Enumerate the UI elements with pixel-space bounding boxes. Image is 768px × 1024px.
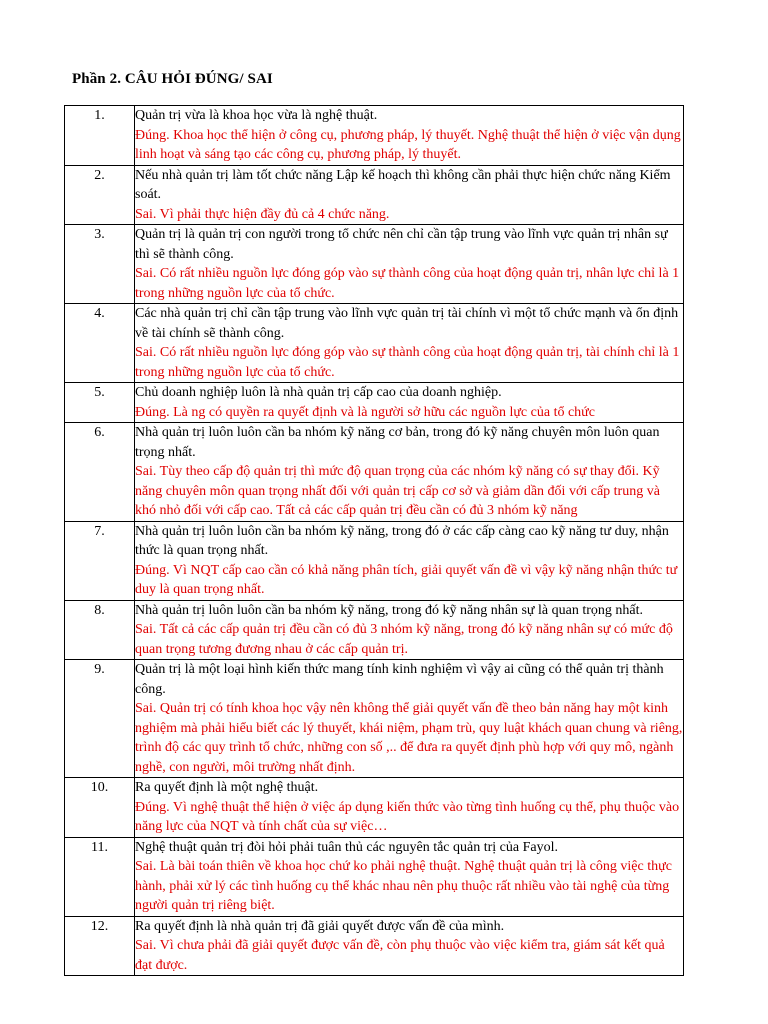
question-cell (135, 423, 684, 522)
question-cell (135, 165, 684, 225)
table-row (65, 225, 684, 304)
question-cell (135, 521, 684, 600)
question-cell (135, 106, 684, 166)
question-text: Các nhà quản trị chỉ cần tập trung vào lĩnh vực quản trị tài chính vì một tổ chức mạnh và ổn định về tài chính sẽ thành công. (135, 306, 679, 341)
question-cell (135, 383, 684, 423)
question-cell (135, 916, 684, 976)
page-title: Phần 2. CÂU HỎI ĐÚNG/ SAI (72, 71, 273, 87)
answer-text: Sai. Có rất nhiều nguồn lực đóng góp vào sự thành công của hoạt động quản trị, nhân lực chỉ là 1 trong những nguồn lực của tổ chức. (135, 266, 680, 301)
answer-text: Sai. Vì phải thực hiện đầy đủ cả 4 chức năng. (135, 206, 390, 222)
answer-text: Sai. Tùy theo cấp độ quản trị thì mức độ quan trọng của các nhóm kỹ năng có sự thay đổi. Kỹ năng chuyên môn quan trọng nhất đối với quản trị cấp cơ sở và giảm dần đối với cấp trung và khó nhỏ đối với cấp cao. Tất cả các cấp quản trị đều cần có đủ 3 nhóm kỹ năng (135, 464, 660, 518)
question-text: Quản trị vừa là khoa học vừa là nghệ thuật. (135, 108, 378, 123)
answer-text: Đúng. Khoa học thể hiện ở công cụ, phương pháp, lý thuyết. Nghệ thuật thể hiện ở việc vận dụng linh hoạt và sáng tạo các công cụ, phương pháp, lý thuyết. (135, 127, 681, 162)
question-text: Nếu nhà quản trị làm tốt chức năng Lập kế hoạch thì không cần phải thực hiện chức năng Kiểm soát. (135, 167, 671, 202)
table-row (65, 660, 684, 778)
table-row (65, 600, 684, 660)
table-row (65, 837, 684, 916)
answer-text: Sai. Tất cả các cấp quản trị đều cần có đủ 3 nhóm kỹ năng, trong đó kỹ năng nhân sự có mức độ quan trọng tương đương nhau ở các cấp quản trị. (135, 622, 673, 657)
question-number: 5. (65, 383, 135, 423)
question-cell (135, 837, 684, 916)
question-text: Nhà quản trị luôn luôn cần ba nhóm kỹ năng, trong đó ở các cấp càng cao kỹ năng tư duy, nhận thức là quan trọng nhất. (135, 523, 669, 558)
answer-text: Đúng. Vì NQT cấp cao cần có khả năng phân tích, giải quyết vấn đề vì vậy kỹ năng nhận thức tư duy là quan trọng nhất. (135, 562, 678, 597)
question-number: 1. (65, 106, 135, 166)
question-number: 12. (65, 916, 135, 976)
question-cell (135, 304, 684, 383)
question-number: 8. (65, 600, 135, 660)
table-row (65, 106, 684, 166)
answer-text: Đúng. Là ng có quyền ra quyết định và là người sở hữu các nguồn lực của tổ chức (135, 404, 595, 420)
question-cell (135, 778, 684, 838)
question-number: 10. (65, 778, 135, 838)
question-number: 2. (65, 165, 135, 225)
question-cell (135, 600, 684, 660)
question-text: Nghệ thuật quản trị đòi hỏi phải tuân thủ các nguyên tắc quản trị của Fayol. (135, 839, 558, 855)
answer-text: Sai. Quản trị có tính khoa học vậy nên không thể giải quyết vấn đề theo bản năng hay một kinh nghiệm mà phải hiểu biết các lý thuyết, khái niệm, phạm trù, quy luật khách quan chung và riêng, trình độ các quy trình tổ chức, những con số ,.. để đưa ra quyết định phù hợp với quy mô, ngành nghề, con người, môi trường nhất định. (135, 701, 683, 775)
question-text: Ra quyết định là nhà quản trị đã giải quyết được vấn đề của mình. (135, 918, 505, 934)
answer-text: Sai. Có rất nhiều nguồn lực đóng góp vào sự thành công của hoạt động quản trị, tài chính chỉ là 1 trong những nguồn lực của tổ chức. (135, 345, 680, 380)
table-row (65, 521, 684, 600)
question-text: Quản trị là một loại hình kiến thức mang tính kinh nghiệm vì vậy ai cũng có thể quản trị thành công. (135, 662, 664, 697)
answer-text: Sai. Vì chưa phải đã giải quyết được vấn đề, còn phụ thuộc vào việc kiểm tra, giám sát kết quả đạt được. (135, 938, 665, 973)
table-body (65, 106, 684, 976)
table-row (65, 423, 684, 522)
question-cell (135, 660, 684, 778)
question-text: Ra quyết định là một nghệ thuật. (135, 780, 319, 795)
question-number: 3. (65, 225, 135, 304)
question-cell (135, 225, 684, 304)
table-row (65, 383, 684, 423)
table-row (65, 304, 684, 383)
question-number: 4. (65, 304, 135, 383)
table-row (65, 916, 684, 976)
question-number: 6. (65, 423, 135, 522)
question-number: 9. (65, 660, 135, 778)
table-row (65, 778, 684, 838)
question-text: Quản trị là quản trị con người trong tổ chức nên chỉ cần tập trung vào lĩnh vực quản trị nhân sự thì sẽ thành công. (135, 227, 668, 262)
answer-text: Sai. Là bài toán thiên về khoa học chứ ko phải nghệ thuật. Nghệ thuật quản trị là công việc thực hành, phải xử lý các tình huống cụ thể khác nhau nên phụ thuộc rất nhiều vào tài nghệ của từng người quản trị riêng biệt. (135, 859, 672, 913)
question-text: Nhà quản trị luôn luôn cần ba nhóm kỹ năng, trong đó kỹ năng nhân sự là quan trọng nhất. (135, 602, 643, 618)
question-number: 11. (65, 837, 135, 916)
question-number: 7. (65, 521, 135, 600)
true-false-table (64, 105, 684, 976)
table-row (65, 165, 684, 225)
answer-text: Đúng. Vì nghệ thuật thể hiện ở việc áp dụng kiến thức vào từng tình huống cụ thể, phụ thuộc vào năng lực của NQT và tính chất của sự việc… (135, 799, 680, 834)
question-text: Chủ doanh nghiệp luôn là nhà quản trị cấp cao của doanh nghiệp. (135, 385, 502, 400)
question-text: Nhà quản trị luôn luôn cần ba nhóm kỹ năng cơ bản, trong đó kỹ năng chuyên môn luôn quan trọng nhất. (135, 425, 660, 460)
